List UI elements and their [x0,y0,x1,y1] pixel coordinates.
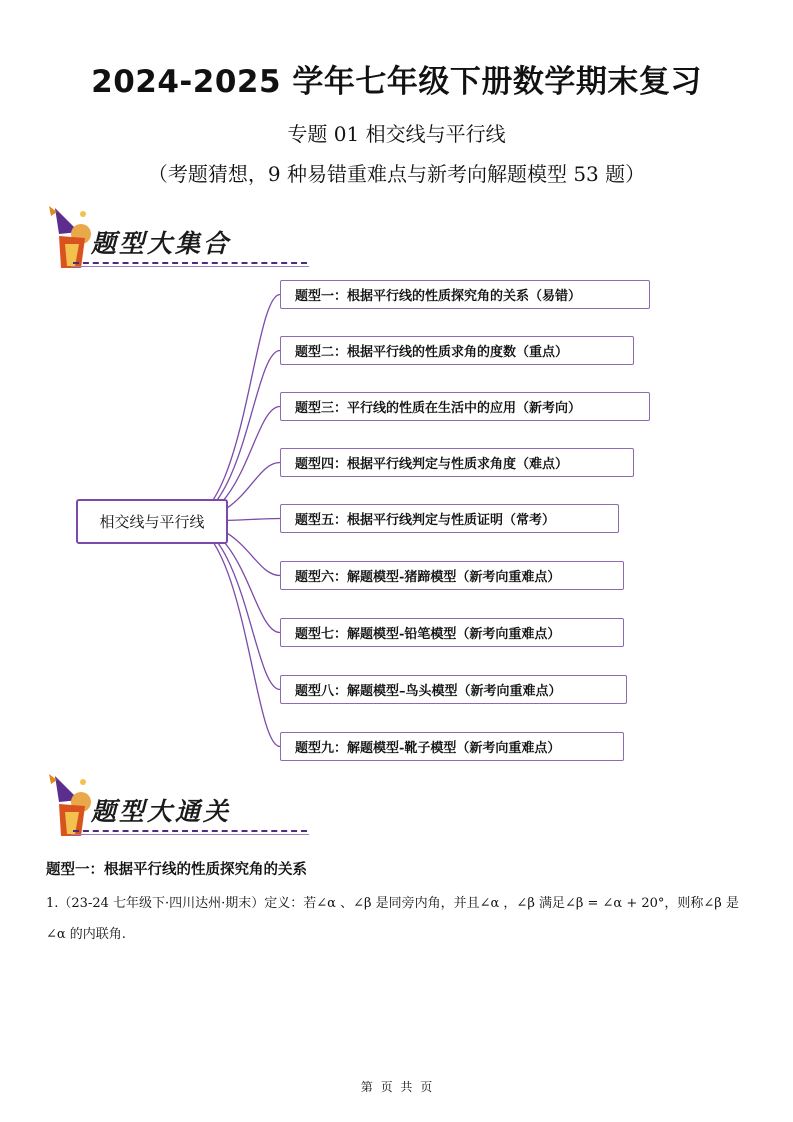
page-footer: 第 页 共 页 [360,1080,433,1094]
connector-line-2 [183,351,280,522]
topic-box-3: 题型三：平行线的性质在生活中的应用（新考向） [280,392,650,421]
banner-underline-thin [71,834,309,835]
topic-box-1: 题型一：根据平行线的性质探究角的关系（易错） [280,280,650,309]
topic-box-5: 题型五：根据平行线判定与性质证明（常考） [280,504,619,533]
topic-box-6: 题型六：解题模型-猪蹄模型（新考向重难点） [280,561,624,590]
connector-line-1 [183,295,280,522]
document-subtitle-detail: （考题猜想，9 种易错重难点与新考向解题模型 53 题） [147,162,646,186]
topic-box-9: 题型九：解题模型-靴子模型（新考向重难点） [280,732,624,761]
banner-collection-text: 题型大集合 [91,229,232,258]
connector-line-8 [183,521,280,690]
section-heading: 题型一：根据平行线的性质探究角的关系 [46,862,307,878]
topic-box-4: 题型四：根据平行线判定与性质求角度（难点） [280,448,634,477]
document-subtitle: 专题 01 相交线与平行线 [287,122,506,146]
topic-box-2: 题型二：根据平行线的性质求角的度数（重点） [280,336,634,365]
topic-box-7: 题型七：解题模型-铅笔模型（新考向重难点） [280,618,624,647]
mindmap-center-node: 相交线与平行线 [76,499,228,544]
banner-practice-text: 题型大通关 [91,797,232,826]
banner-underline [73,830,307,832]
connector-line-9 [183,521,280,747]
document-title: 2024-2025 学年七年级下册数学期末复习 [91,64,702,100]
wizard-icon [45,772,91,838]
question-1: 1.（23-24 七年级下·四川达州·期末）定义：若∠α 、∠β 是同旁内角，并且∠α ，∠β 满足∠β = ∠α + 20°，则称∠β 是∠α 的内联角. [46,896,739,942]
topic-box-8: 题型八：解题模型–鸟头模型（新考向重难点） [280,675,627,704]
banner-practice [45,772,275,840]
